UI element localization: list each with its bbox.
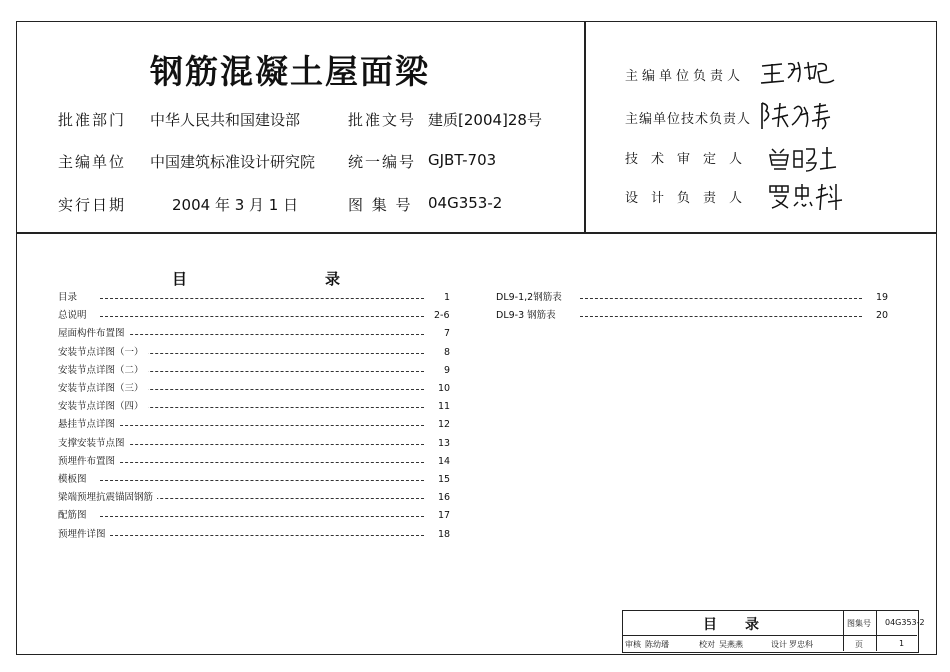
tb-page-label: 页 bbox=[855, 640, 863, 649]
tb-check-label: 校对 bbox=[699, 640, 715, 649]
toc-entry-page: 12 bbox=[438, 419, 451, 431]
toc-entry bbox=[496, 291, 906, 305]
title-block bbox=[622, 610, 925, 653]
approval-dept-value: 中华人民共和国建设部 bbox=[150, 111, 301, 129]
editor-unit-label: 主编单位 bbox=[58, 153, 127, 171]
chief-unit-head-label: 主编单位负责人 bbox=[625, 69, 745, 84]
atlas-no-label: 图 集 号 bbox=[348, 196, 413, 214]
toc-entry-name: 悬挂节点详图 bbox=[58, 418, 119, 432]
toc-leader-dashes bbox=[580, 298, 862, 299]
tb-check-name: 吴燕燕 bbox=[719, 640, 743, 649]
toc-leader-dashes bbox=[100, 425, 424, 426]
approval-doc-value: 建质[2004]28号 bbox=[428, 111, 542, 129]
toc-entry-page: 14 bbox=[438, 455, 451, 467]
toc-entry bbox=[58, 364, 464, 378]
toc-leader-dashes bbox=[100, 298, 424, 299]
toc-entry-page: 13 bbox=[438, 437, 451, 449]
header-divider bbox=[16, 232, 937, 234]
toc-entry bbox=[58, 291, 464, 305]
toc-entry bbox=[58, 309, 464, 323]
toc-entry-page: 8 bbox=[444, 346, 451, 358]
approval-doc-label: 批准文号 bbox=[348, 111, 417, 129]
toc-leader-dashes bbox=[100, 316, 424, 317]
tb-divider-2 bbox=[876, 611, 877, 651]
toc-leader-dashes bbox=[100, 535, 424, 536]
toc-entry-page: 9 bbox=[444, 364, 451, 376]
unified-no-label: 统一编号 bbox=[348, 153, 417, 171]
editor-unit-value: 中国建筑标准设计研究院 bbox=[150, 153, 316, 171]
design-head-label: 设计负责人 bbox=[625, 191, 756, 206]
toc-entry-name: 预埋件布置图 bbox=[58, 455, 119, 469]
toc-entry bbox=[58, 418, 464, 432]
drawing-title: 钢筋混凝土屋面梁 bbox=[150, 52, 430, 91]
toc-entry bbox=[58, 400, 464, 414]
toc-entry bbox=[58, 455, 464, 469]
tb-divider-1 bbox=[843, 611, 844, 651]
toc-entry-page: 16 bbox=[438, 492, 451, 504]
toc-heading-right: 录 bbox=[325, 270, 341, 288]
technical-reviewer-label: 技术审定人 bbox=[625, 152, 756, 167]
signature-chen bbox=[756, 99, 836, 131]
toc-heading-left: 目 bbox=[172, 270, 188, 288]
toc-entry-page: 17 bbox=[438, 510, 451, 522]
toc-entry-name: 安装节点详图（一） bbox=[58, 346, 148, 360]
toc-entry-page: 7 bbox=[444, 328, 451, 340]
signature-wang bbox=[758, 56, 838, 88]
tb-review-name: 陈幼璠 bbox=[645, 640, 669, 649]
toc-entry-name: 安装节点详图（四） bbox=[58, 400, 148, 414]
tb-design-name: 罗忠科 bbox=[789, 640, 813, 649]
toc-leader-dashes bbox=[100, 371, 424, 372]
toc-entry bbox=[58, 346, 464, 360]
unified-no-value: GJBT-703 bbox=[428, 151, 497, 169]
toc-entry-page: 10 bbox=[438, 383, 451, 394]
toc-leader-dashes bbox=[100, 444, 424, 445]
toc-entry-page: 18 bbox=[438, 528, 451, 540]
toc-entry-page: 1 bbox=[444, 292, 451, 303]
toc-entry bbox=[58, 382, 464, 396]
signature-zeng bbox=[766, 143, 846, 175]
tb-sheet-title: 目 录 bbox=[703, 617, 759, 633]
tb-atlas-label: 图集号 bbox=[847, 619, 871, 628]
toc-leader-dashes bbox=[100, 516, 424, 517]
toc-entry-name: 总说明 bbox=[58, 309, 91, 323]
toc-leader-dashes bbox=[100, 353, 424, 354]
tb-page-value: 1 bbox=[899, 639, 905, 648]
chief-unit-tech-head-label: 主编单位技术负责人 bbox=[625, 112, 752, 127]
toc-leader-dashes bbox=[100, 334, 424, 335]
atlas-no-value: 04G353-2 bbox=[428, 194, 503, 212]
toc-entry bbox=[58, 473, 464, 487]
toc-entry-name: 目录 bbox=[58, 291, 81, 305]
toc-entry-name: 屋面构件布置图 bbox=[58, 327, 129, 341]
toc-entry-name: 安装节点详图（三） bbox=[58, 382, 148, 396]
toc-leader-dashes bbox=[100, 462, 424, 463]
tb-review-label: 审核 bbox=[625, 640, 641, 649]
signature-luo bbox=[766, 180, 846, 212]
toc-leader-dashes bbox=[100, 407, 424, 408]
tb-design-label: 设计 bbox=[771, 640, 787, 649]
toc-entry-page: 11 bbox=[438, 401, 451, 413]
toc-entry bbox=[58, 437, 464, 451]
effective-date-value: 2004 年 3 月 1 日 bbox=[172, 196, 299, 214]
approval-dept-label: 批准部门 bbox=[58, 111, 127, 129]
toc-entry-name: DL9-1,2钢筋表 bbox=[496, 291, 566, 305]
toc-entry-name: 梁端预埋抗震锚固钢筋 bbox=[58, 491, 157, 505]
toc-entry-name: 配筋图 bbox=[58, 509, 91, 523]
toc-entry-name: 安装节点详图（二） bbox=[58, 364, 148, 378]
tb-atlas-value: 04G353-2 bbox=[885, 618, 925, 627]
toc-entry-page: 20 bbox=[876, 310, 889, 322]
toc-entry bbox=[58, 528, 464, 542]
effective-date-label: 实行日期 bbox=[58, 196, 127, 214]
toc-entry bbox=[58, 491, 464, 505]
toc-leader-dashes bbox=[100, 389, 424, 390]
toc-leader-dashes bbox=[100, 480, 424, 481]
toc-leader-dashes bbox=[580, 316, 862, 317]
toc-entry-name: 预埋件详图 bbox=[58, 528, 110, 542]
toc-entry-name: 模板图 bbox=[58, 473, 91, 487]
toc-entry-page: 15 bbox=[438, 474, 451, 485]
toc-entry-page: 19 bbox=[876, 292, 889, 303]
toc-entry bbox=[496, 309, 906, 323]
toc-entry-name: DL9-3 钢筋表 bbox=[496, 309, 560, 323]
toc-entry-page: 2-6 bbox=[434, 310, 450, 322]
header-vertical-divider bbox=[584, 21, 586, 233]
toc-entry bbox=[58, 327, 464, 341]
toc-entry-name: 支撑安装节点图 bbox=[58, 437, 129, 451]
tb-divider-3 bbox=[623, 635, 917, 636]
toc-entry bbox=[58, 509, 464, 523]
